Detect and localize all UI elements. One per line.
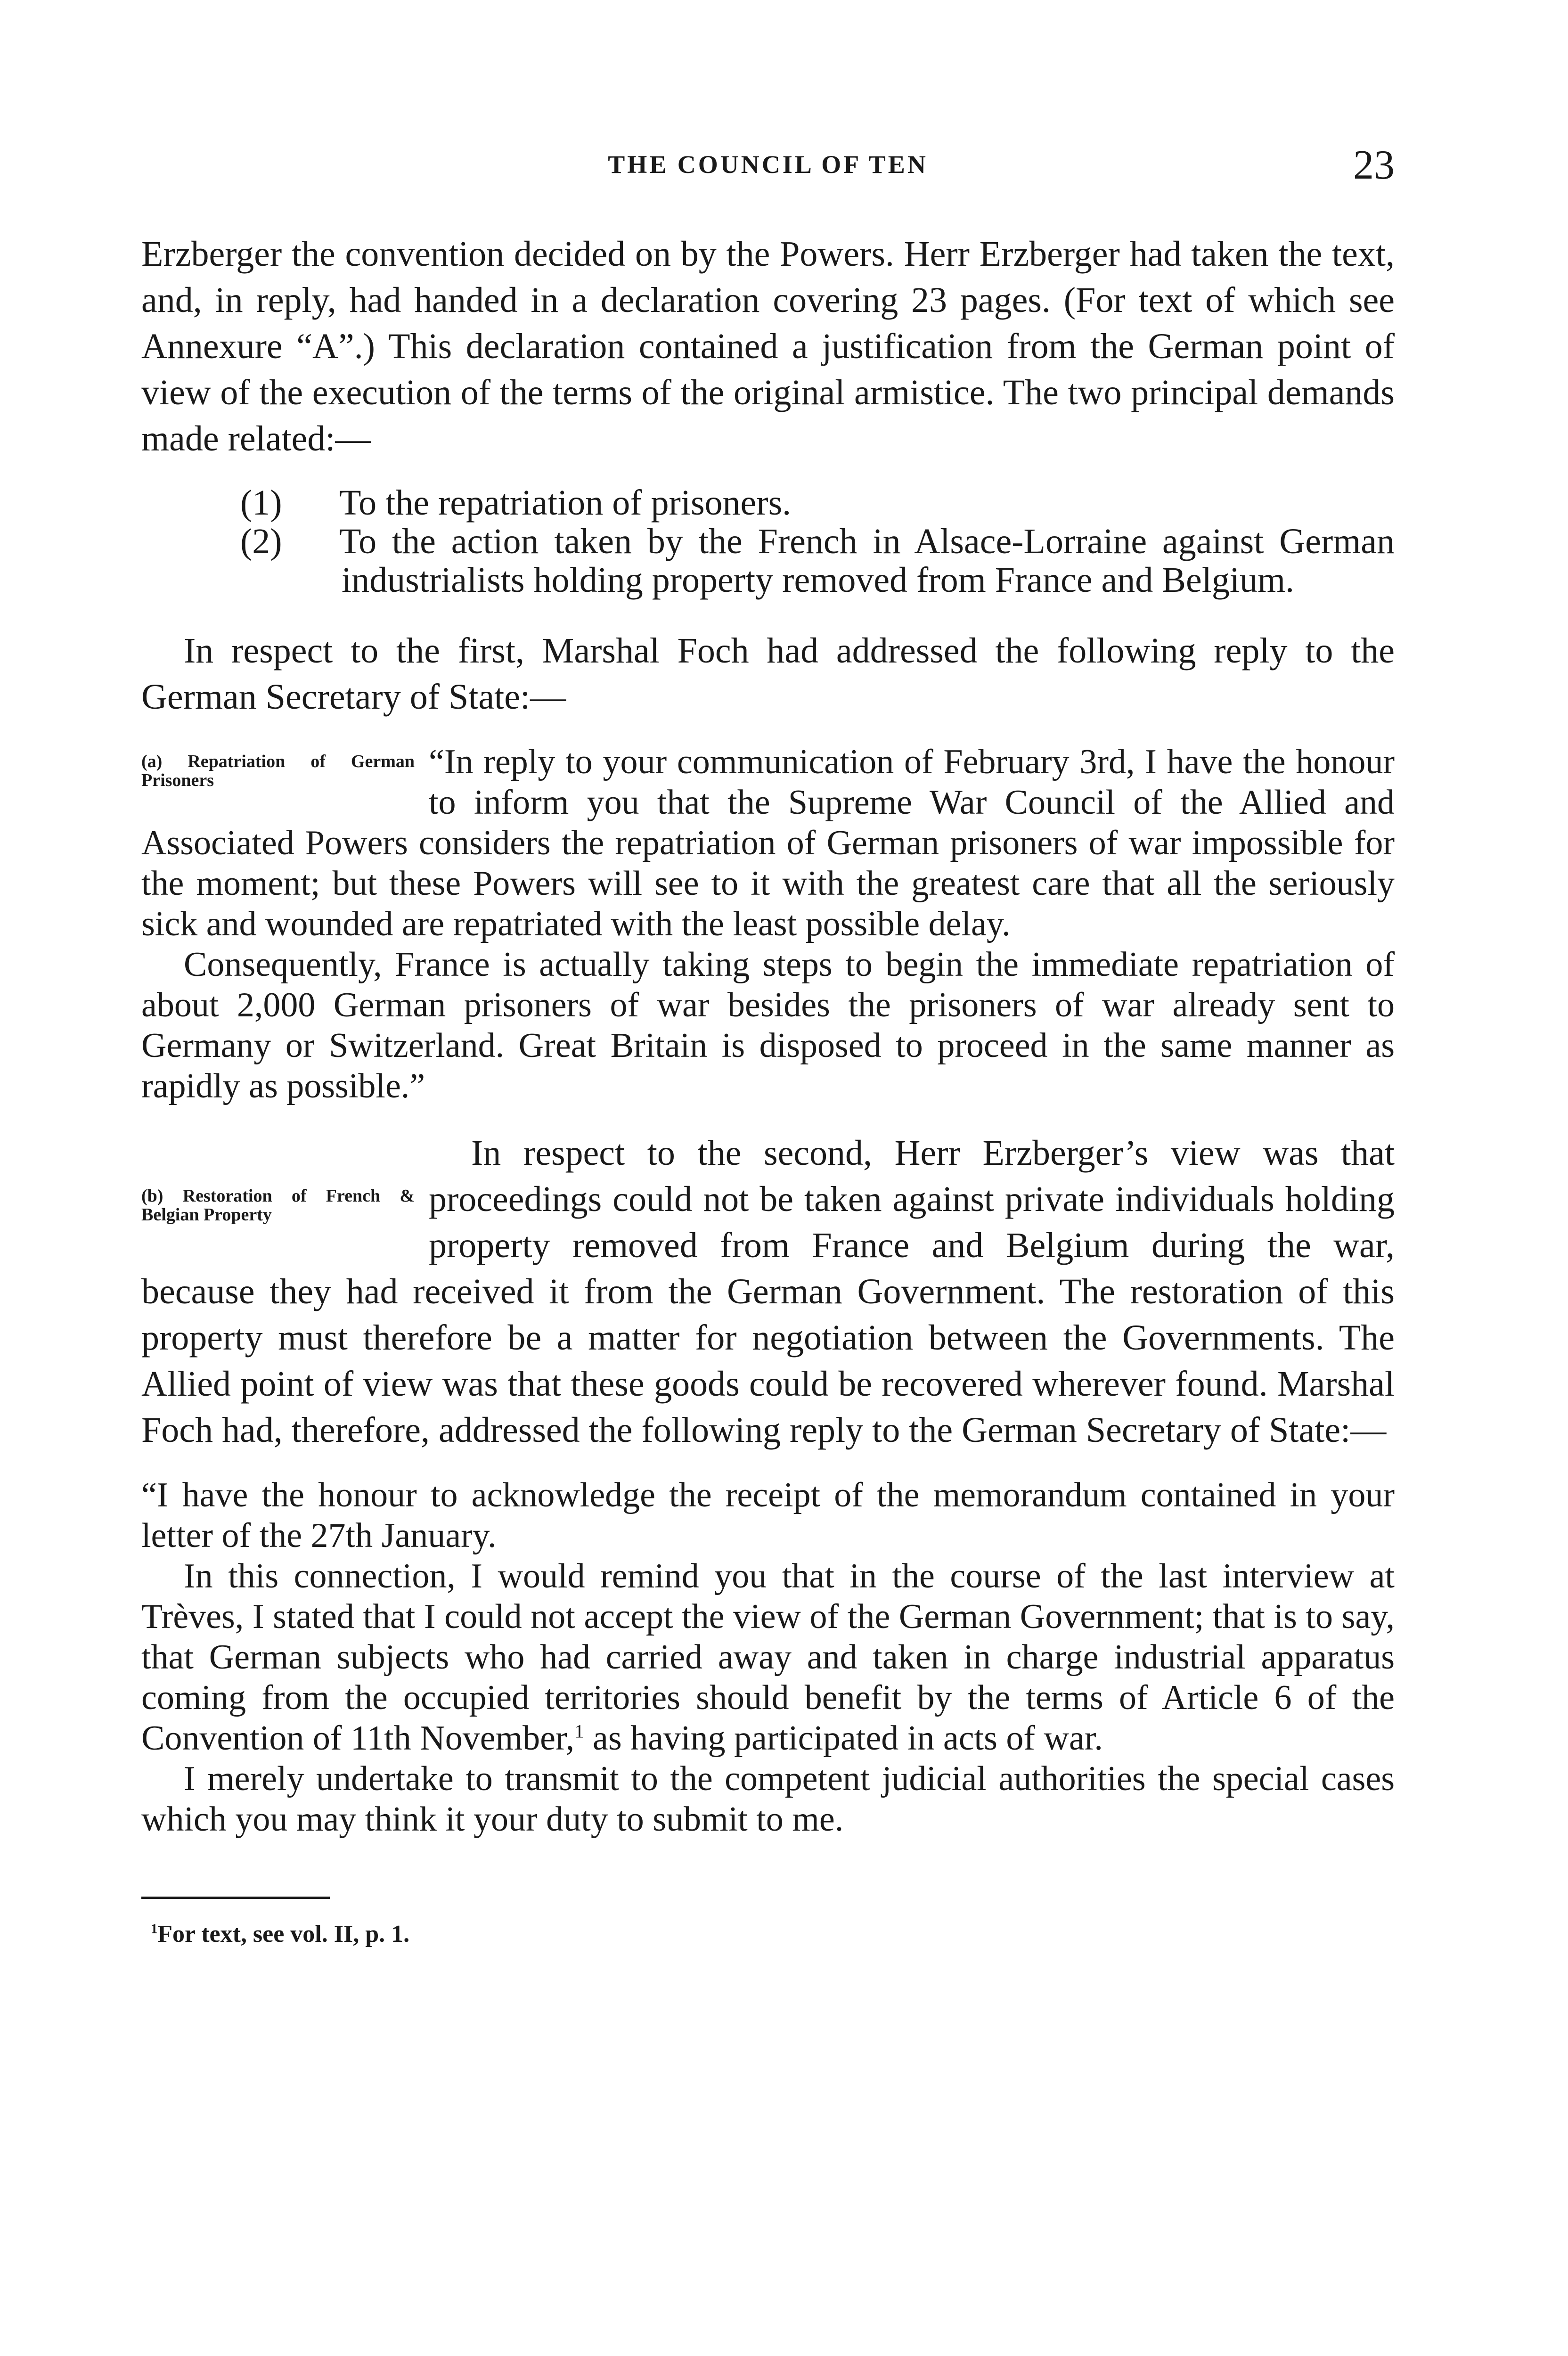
margin-note-restoration: (b) Restoration of French & Belgian Property — [141, 1186, 415, 1225]
footnote-rule — [141, 1897, 330, 1899]
quote-paragraph: I merely undertake to transmit to the competent judicial authorities the special cases which you may think it your duty to submit to me. — [141, 1759, 1395, 1839]
running-head: THE COUNCIL OF TEN — [608, 150, 928, 179]
page-header — [141, 141, 1395, 198]
footnote — [151, 1920, 409, 1948]
footnote-reference: 1 — [574, 1720, 584, 1742]
footnote-text: For text, see vol. II, p. 1. — [157, 1921, 410, 1947]
list-item — [141, 522, 1395, 599]
quote-text: In this connection, I would remind you that in the course of the last interview at Trèves, I stated that I could not accept the view of the German Government; that is to say, that German subjects who had carried away and taken in charge industrial apparatus coming from the occupied territories should benefit by the terms of Article 6 of the Convention of 11th November, — [141, 1557, 1395, 1758]
demands-list — [141, 483, 1395, 599]
list-text: To the action taken by the French in Alsace-Lorraine against German industrialists holding property removed from France and Belgium. — [339, 522, 1395, 600]
paragraph-first-demand: In respect to the first, Marshal Foch had addressed the following reply to the German Secretary of State:— — [141, 631, 1395, 717]
margin-note-repatriation: (a) Repatriation of German Prisoners — [141, 752, 415, 790]
list-number: (2) — [240, 522, 282, 561]
list-text: To the repatriation of prisoners. — [339, 483, 792, 523]
quote-paragraph — [141, 1556, 1395, 1759]
quote-repatriation — [141, 742, 1395, 1106]
quote-paragraph: “I have the honour to acknowledge the receipt of the memorandum contained in your letter of the 27th January. — [141, 1476, 1395, 1555]
paragraph-text: In respect to the second, Herr Erzberger’s view was that proceedings could not be taken against private individuals holding property removed from France and Belgium during the war, because they had received it from the German Government. The restoration of this property must therefore be a matter for negotiation between the Governments. The Allied point of view was that these goods could be recovered wherever found. Marshal Foch had, therefore, addressed the following reply to the German Secretary of State:— — [141, 1133, 1395, 1450]
page-body — [141, 231, 1395, 1840]
page-number: 23 — [1353, 142, 1395, 188]
quote-paragraph: Consequently, France is actually taking steps to begin the immediate repatriation of about 2,000 German prisoners of war besides the prisoners of war already sent to Germany or Switzerland. Great Britain is disposed to proceed in the same manner as rapidly as possible.” — [141, 945, 1395, 1105]
quote-paragraph: “In reply to your communication of February 3rd, I have the honour to inform you that the Supreme War Council of the Allied and Associated Powers considers the repatriation of German prisoners of war impossible for the moment; but these Powers will see to it with the greatest care that all the seriously sick and wounded are repatriated with the least possible delay. — [141, 743, 1395, 943]
quote-text: as having participated in acts of war. — [584, 1719, 1103, 1758]
footnote-marker: 1 — [151, 1922, 158, 1937]
paragraph-second-demand — [141, 1130, 1395, 1453]
quote-restoration — [141, 1475, 1395, 1840]
paragraph-intro: Erzberger the convention decided on by the Powers. Herr Erzberger had taken the text, and, in reply, had handed in a declaration covering 23 pages. (For text of which see Annexure “A”.) This declaration contained a justification from the German point of view of the execution of the terms of the original armistice. The two principal demands made related:— — [141, 234, 1395, 458]
list-number: (1) — [240, 483, 282, 523]
list-item — [141, 483, 1395, 522]
